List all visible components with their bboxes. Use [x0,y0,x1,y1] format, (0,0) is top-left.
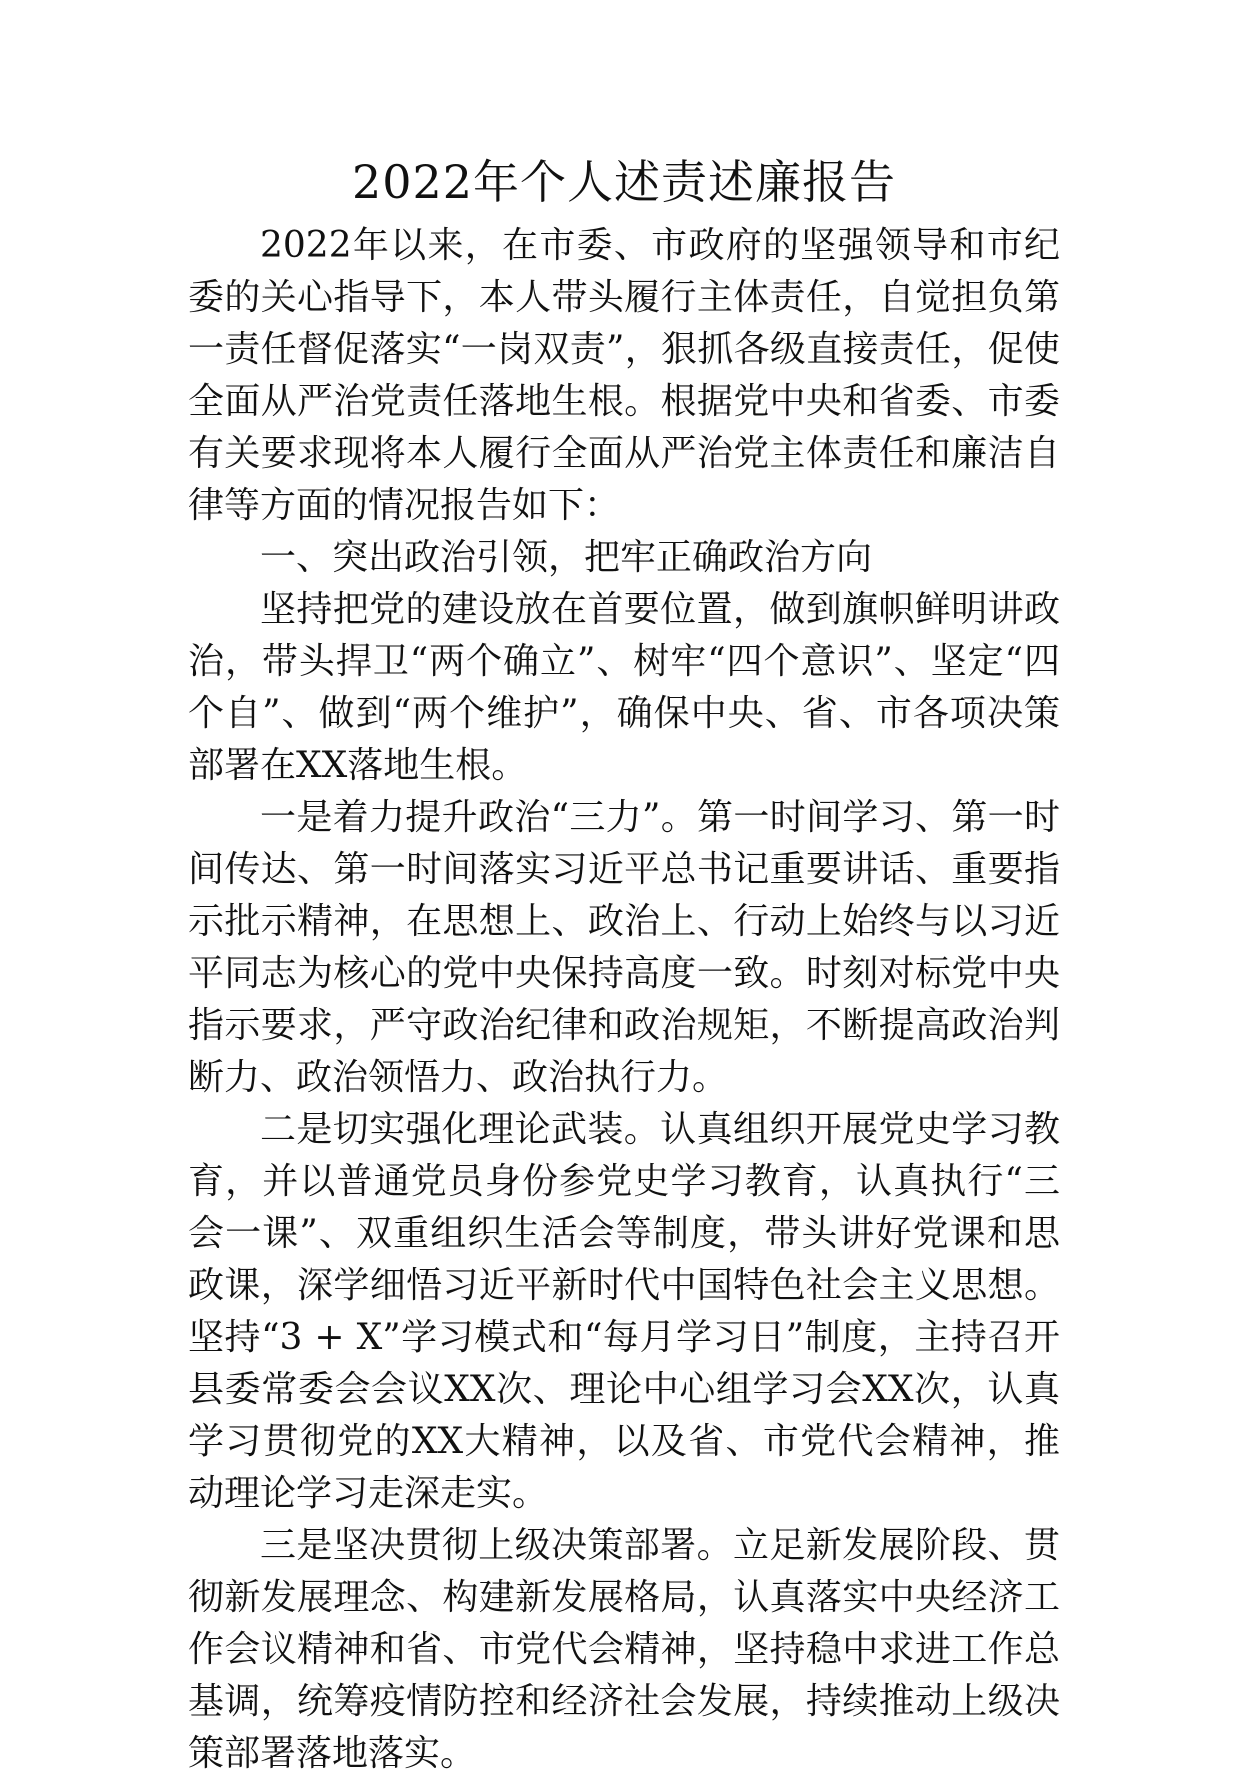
document-page [188,150,1060,1780]
document-title: 2022年个人述责述廉报告 [351,155,897,209]
item-paragraph-1: 一是着力提升政治“三力”。第一时间学习、第一时间传达、第一时间落实习近平总书记重要讲话、重要指示批示精神，在思想上、政治上、行动上始终与以习近平同志为核心的党中央保持高度一致。时刻对标党中央指示要求，严守政治纪律和政治规矩，不断提高政治判断力、政治领悟力、政治执行力。 [188,797,1060,1099]
item-paragraph-2: 二是切实强化理论武装。认真组织开展党史学习教育，并以普通党员身份参党史学习教育，认真执行“三会一课”、双重组织生活会等制度，带头讲好党课和思政课，深学细悟习近平新时代中国特色社会主义思想。坚持“3 + X”学习模式和“每月学习日”制度，主持召开县委常委会会议XX次、理论中心组学习会XX次，认真学习贯彻党的XX大精神，以及省、市党代会精神，推动理论学习走深走实。 [188,1109,1060,1515]
section-lead-paragraph: 坚持把党的建设放在首要位置，做到旗帜鲜明讲政治，带头捍卫“两个确立”、树牢“四个意识”、坚定“四个自”、做到“两个维护”，确保中央、省、市各项决策部署在XX落地生根。 [188,589,1060,787]
item-paragraph-3: 三是坚决贯彻上级决策部署。立足新发展阶段、贯彻新发展理念、构建新发展格局，认真落实中央经济工作会议精神和省、市党代会精神，坚持稳中求进工作总基调，统筹疫情防控和经济社会发展，持续推动上级决策部署落地落实。 [188,1525,1060,1775]
section-heading: 一、突出政治引领，把牢正确政治方向 [260,537,873,579]
intro-paragraph: 2022年以来，在市委、市政府的坚强领导和市纪委的关心指导下，本人带头履行主体责任，自觉担负第一责任督促落实“一岗双责”，狠抓各级直接责任，促使全面从严治党责任落地生根。根据党中央和省委、市委有关要求现将本人履行全面从严治党主体责任和廉洁自律等方面的情况报告如下： [188,225,1060,527]
